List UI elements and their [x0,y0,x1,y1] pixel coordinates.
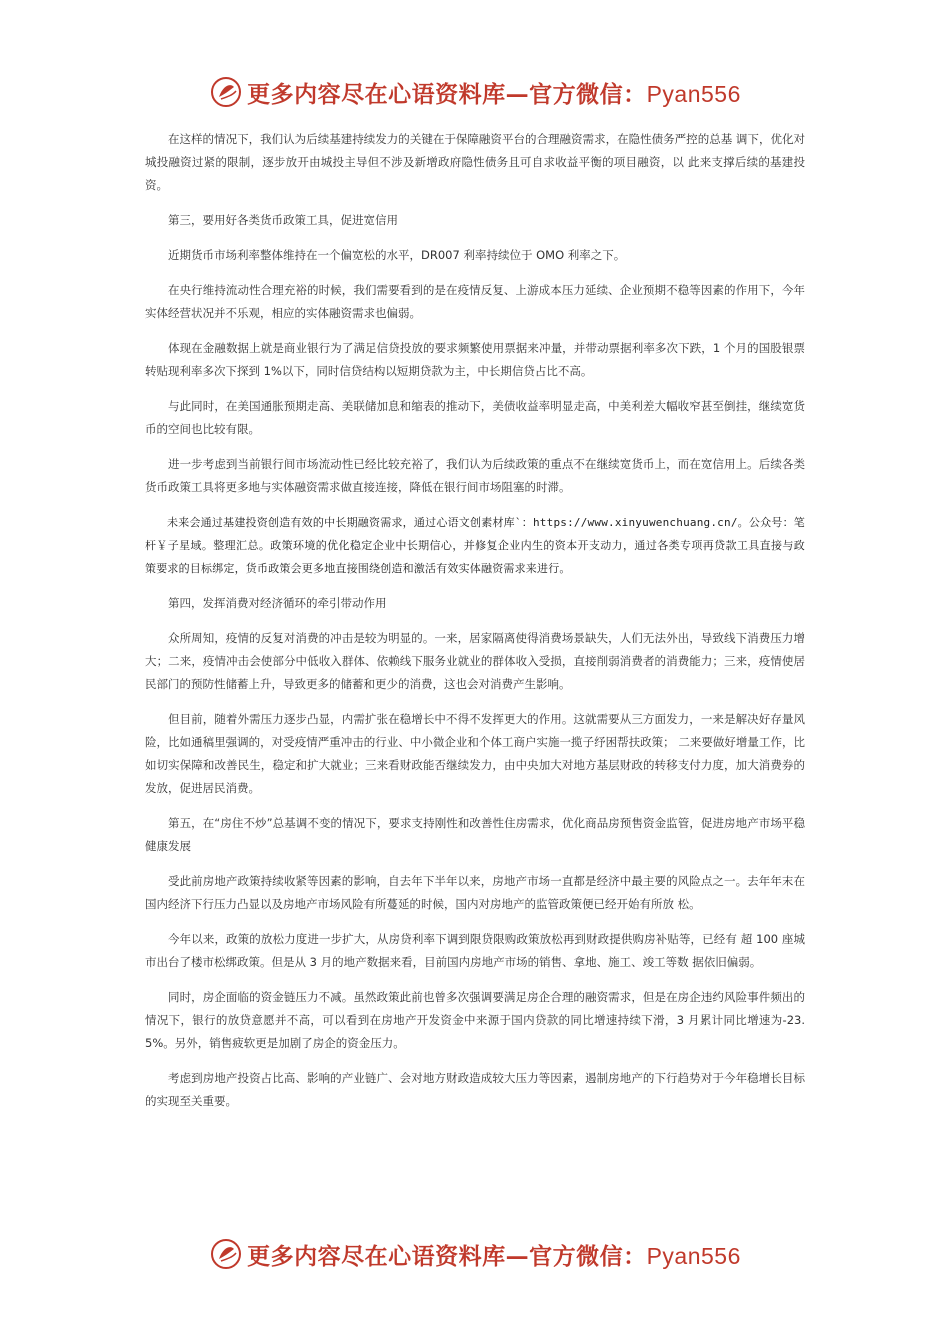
section-heading: 第三，要用好各类货币政策工具，促进宽信用 [168,213,398,227]
paragraph: 今年以来，政策的放松力度进一步扩大，从房贷利率下调到限贷限购政策放松再到财政提供购房补贴等，已经有 超 100 座城市出台了楼市松绑政策。但是从 3 月的地产数据来看，目前国内房地产市场的销售、拿地、施工、竣工等数 据依旧偏弱。 [145,932,805,969]
paragraph: 考虑到房地产投资占比高、影响的产业链广、会对地方财政造成较大压力等因素，遏制房地产的下行趋势对于今年稳增长目标的实现至关重要。 [145,1071,805,1108]
header-banner [0,72,950,112]
paragraph: 体现在金融数据上就是商业银行为了满足信贷投放的要求频繁使用票据来冲量，并带动票据利率多次下跌，1 个月的国股银票转贴现利率多次下探到 1%以下，同时信贷结构以短期贷款为主，中长期信贷占比不高。 [145,341,805,378]
paragraph: 未来会通过基建投资创造有效的中长期融资需求，通过心语文创素材库`：https://www.xinyuwenchuang.cn/。公众号：笔杆￥子星域。整理汇总。政策环境的优化稳定企业中长期信心，并修复企业内生的资本开支动力，通过各类专项再贷款工具直接与政策要求的目标绑定，货币政策会更多地直接围绕创造和激活有效实体融资需求来进行。 [145,516,805,575]
paragraph: 受此前房地产政策持续收紧等因素的影响，自去年下半年以来，房地产市场一直都是经济中最主要的风险点之一。去年年末在国内经济下行压力凸显以及房地产市场风险有所蔓延的时候，国内对房地产的监管政策便已经开始有所放 松。 [145,874,805,911]
paragraph: 众所周知，疫情的反复对消费的冲击是较为明显的。一来，居家隔离使得消费场景缺失，人们无法外出，导致线下消费压力增大；二来，疫情冲击会使部分中低收入群体、依赖线下服务业就业的群体收入受损，直接削弱消费者的消费能力；三来，疫情使居民部门的预防性储蓄上升，导致更多的储蓄和更少的消费，这也会对消费产生影响。 [145,631,805,691]
banner-text: 更多内容尽在心语资料库—官方微信：Pyan556 [247,1242,741,1270]
section-heading: 第五，在“房住不炒”总基调不变的情况下，要求支持刚性和改善性住房需求，优化商品房预售资金监管，促进房地产市场平稳健康发展 [145,816,805,853]
section-heading: 第四，发挥消费对经济循环的牵引带动作用 [168,596,387,610]
flower-logo-icon [209,75,243,109]
paragraph: 近期货币市场利率整体维持在一个偏宽松的水平，DR007 利率持续位于 OMO 利率之下。 [168,248,626,262]
paragraph: 进一步考虑到当前银行间市场流动性已经比较充裕了，我们认为后续政策的重点不在继续宽货币上，而在宽信用上。后续各类货币政策工具将更多地与实体融资需求做直接连接，降低在银行间市场阻塞的时滞。 [145,457,805,494]
article-body [145,128,805,1125]
banner-text: 更多内容尽在心语资料库—官方微信：Pyan556 [247,80,741,108]
wechat-id: Pyan556 [646,80,741,107]
paragraph: 在这样的情况下，我们认为后续基建持续发力的关键在于保障融资平台的合理融资需求，在隐性债务严控的总基 调下，优化对城投融资过紧的限制，逐步放开由城投主导但不涉及新增政府隐性债务且可自求收益平衡的项目融资，以 此来支撑后续的基建投资。 [145,132,805,192]
paragraph: 但目前，随着外需压力逐步凸显，内需扩张在稳增长中不得不发挥更大的作用。这就需要从三方面发力，一来是解决好存量风险，比如通稿里强调的，对受疫情严重冲击的行业、中小微企业和个体工商户实施一揽子纾困帮扶政策； 二来要做好增量工作，比如切实保障和改善民生，稳定和扩大就业；三来看财政能否继续发力，由中央加大对地方基层财政的转移支付力度，加大消费券的发放，促进居民消费。 [145,712,805,795]
paragraph: 同时，房企面临的资金链压力不减。虽然政策此前也曾多次强调要满足房企合理的融资需求，但是在房企违约风险事件频出的情况下，银行的放贷意愿并不高，可以看到在房地产开发资金中来源于国内贷款的同比增速持续下滑，3 月累计同比增速为-23.5%。另外，销售疲软更是加剧了房企的资金压力。 [145,990,805,1050]
wechat-id: Pyan556 [646,1242,741,1269]
flower-logo-icon [209,1237,243,1271]
paragraph: 在央行维持流动性合理充裕的时候，我们需要看到的是在疫情反复、上游成本压力延续、企业预期不稳等因素的作用下，今年实体经营状况并不乐观，相应的实体融资需求也偏弱。 [145,283,805,320]
paragraph: 与此同时，在美国通胀预期走高、美联储加息和缩表的推动下，美债收益率明显走高，中美利差大幅收窄甚至倒挂，继续宽货币的空间也比较有限。 [145,399,805,436]
footer-banner [0,1234,950,1274]
